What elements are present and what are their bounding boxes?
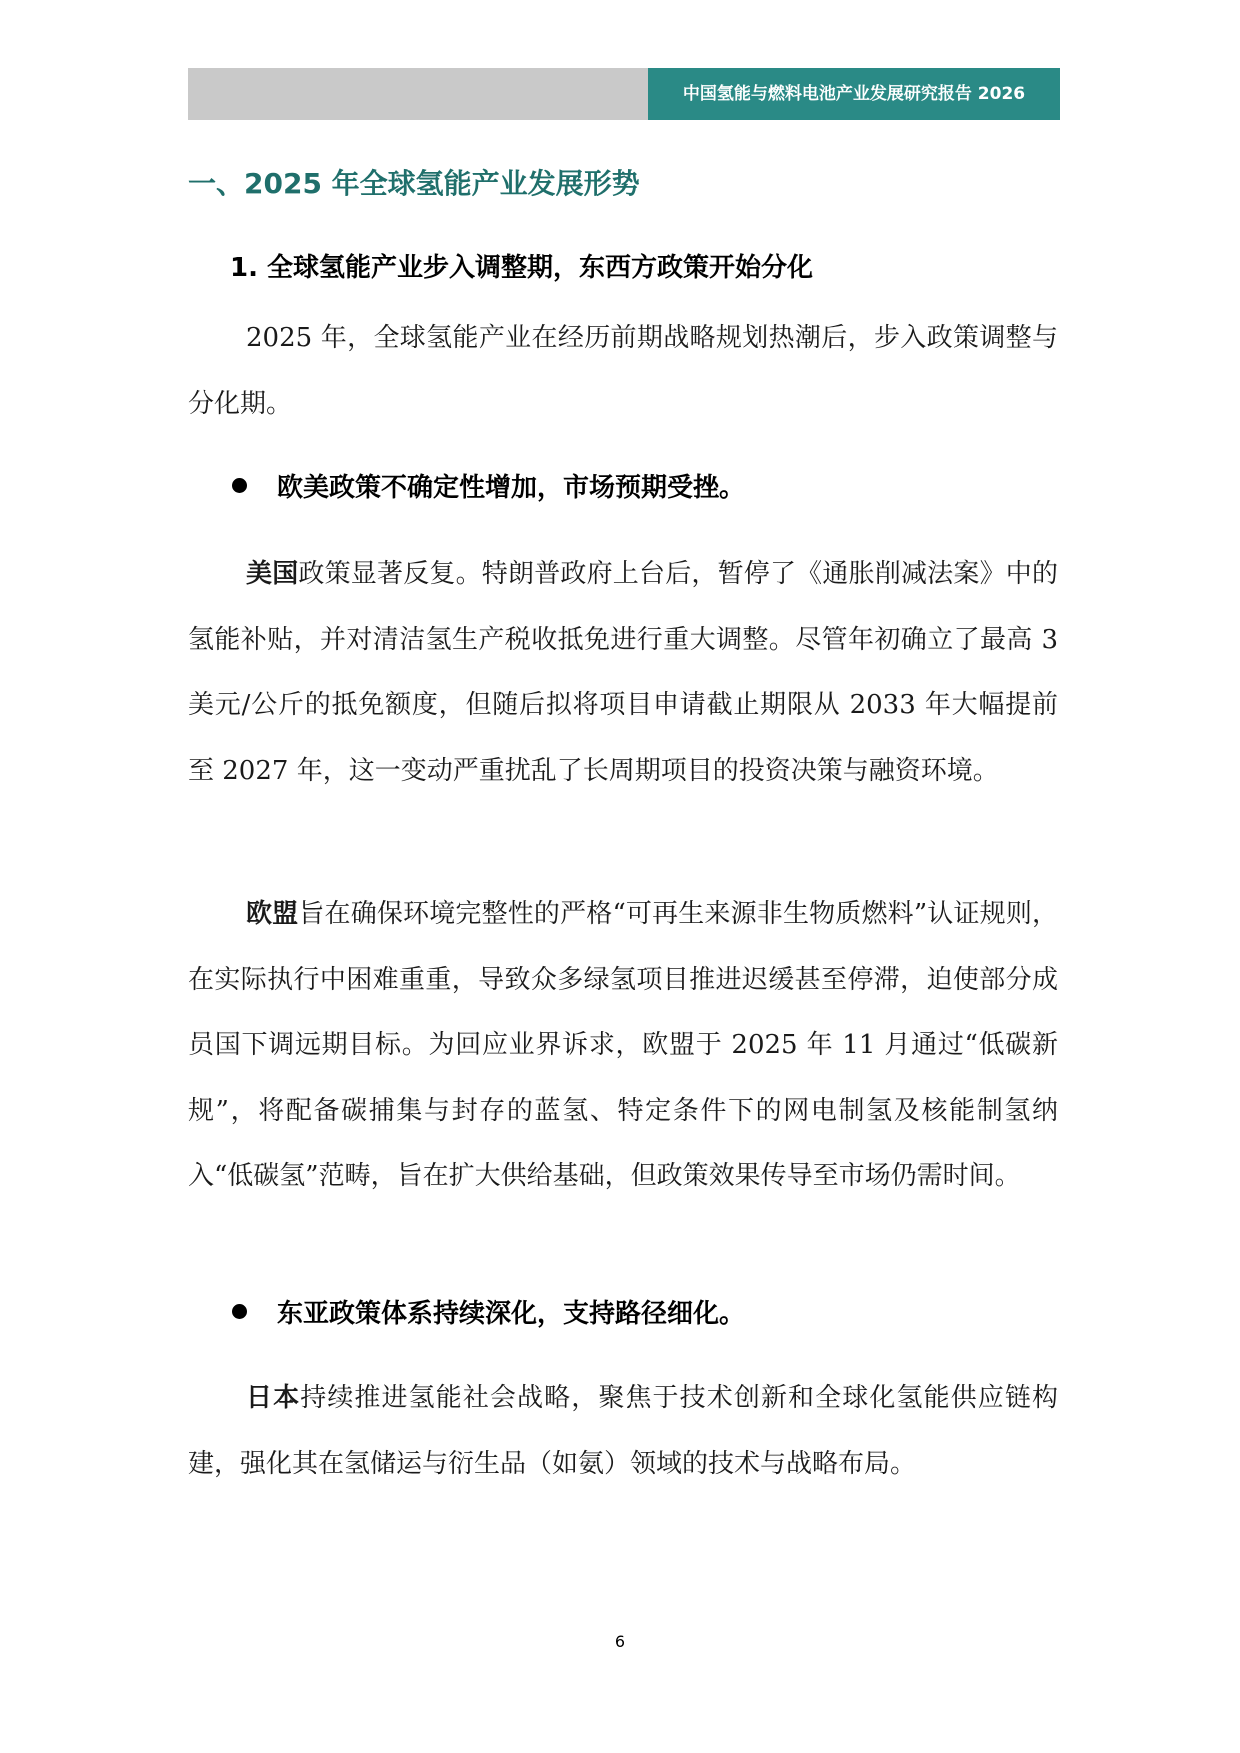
bullet-dot-icon [232,1304,247,1319]
bullet-west-policy [232,466,1062,510]
bullet-west-text: 欧美政策不确定性增加，市场预期受挫。 [277,473,746,503]
jp-text: 持续推进氢能社会战略，聚焦于技术创新和全球化氢能供应链构建，强化其在氢储运与衍生品（如氨）领域的技术与战略布局。 [188,1383,1058,1479]
jp-lead: 日本 [246,1383,301,1413]
bullet-east-text: 东亚政策体系持续深化，支持路径细化。 [277,1299,746,1329]
us-lead: 美国 [246,559,299,589]
report-title: 中国氢能与燃料电池产业发展研究报告 2026 [648,68,1060,120]
intro-paragraph: 2025 年，全球氢能产业在经历前期战略规划热潮后，步入政策调整与分化期。 [188,323,1058,419]
us-text: 政策显著反复。特朗普政府上台后，暂停了《通胀削减法案》中的氢能补贴，并对清洁氢生产税收抵免进行重大调整。尽管年初确立了最高 3 美元/公斤的抵免额度，但随后拟将项目申请截止期限从 2033 年大幅提前至 2027 年，这一变动严重扰乱了长周期项目的投资决策与融资环境。 [188,559,1058,786]
page-number: 6 [614,1632,626,1651]
eu-text: 旨在确保环境完整性的严格“可再生来源非生物质燃料”认证规则，在实际执行中困难重重，导致众多绿氢项目推进迟缓甚至停滞，迫使部分成员国下调远期目标。为回应业界诉求，欧盟于 2025 年 11 月通过“低碳新规”，将配备碳捕集与封存的蓝氢、特定条件下的网电制氢及核能制氢纳入“低碳氢”范畴，旨在扩大供给基础，但政策效果传导至市场仍需时间。 [188,899,1058,1191]
bullet-dot-icon [232,478,247,493]
eu-paragraph [188,882,1058,1210]
bullet-east-policy [232,1292,1062,1336]
jp-paragraph [188,1366,1058,1497]
eu-lead: 欧盟 [246,899,299,929]
us-paragraph [188,542,1058,804]
section-heading: 一、2025 年全球氢能产业发展形势 [188,167,640,200]
subsection-heading: 1. 全球氢能产业步入调整期，东西方政策开始分化 [230,253,814,283]
